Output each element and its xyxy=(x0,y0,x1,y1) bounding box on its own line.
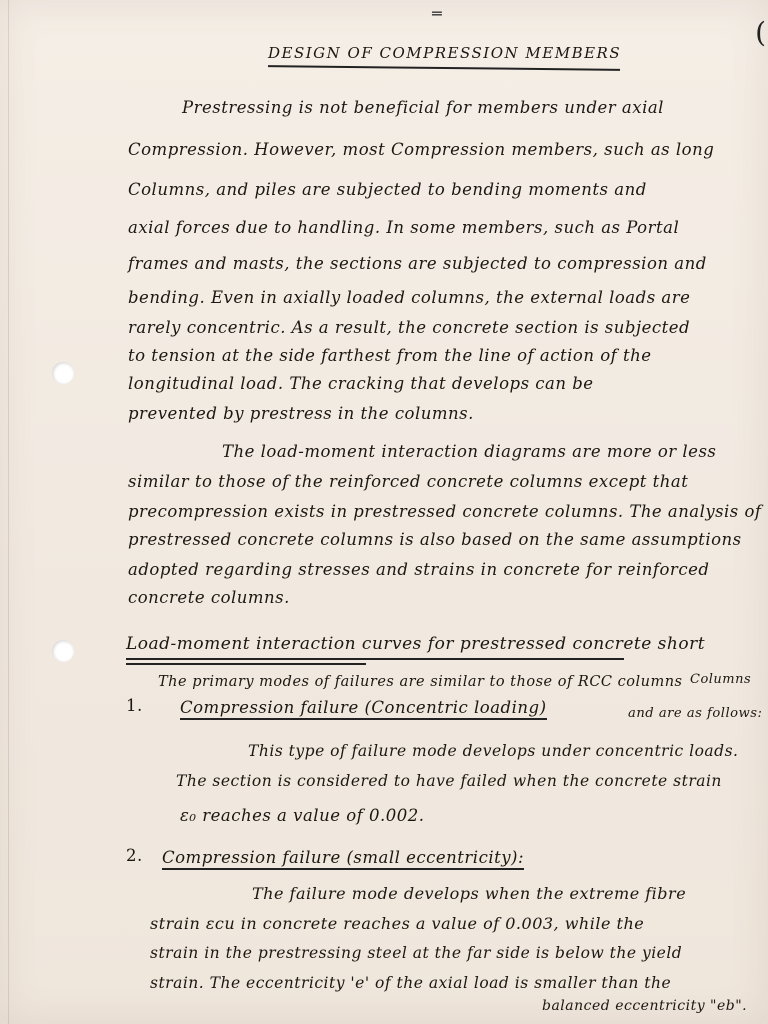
text-line: strain. The eccentricity 'e' of the axial load is smaller than the xyxy=(150,974,672,992)
text-line: and are as follows: xyxy=(628,706,763,721)
list-number: 1. xyxy=(126,696,143,715)
text-line: The section is considered to have failed when the concrete strain xyxy=(176,772,722,790)
text-line: The primary modes of failures are similar to those of RCC columns xyxy=(158,674,683,690)
text-line: similar to those of the reinforced concrete columns except that xyxy=(128,472,689,491)
text-line: Compression. However, most Compression members, such as long xyxy=(128,140,715,159)
title-underline xyxy=(268,65,620,71)
punch-hole-upper xyxy=(52,362,74,384)
text-line: prestressed concrete columns is also based on the same assumptions xyxy=(128,530,742,549)
list-number: 2. xyxy=(126,846,143,865)
text-line: longitudinal load. The cracking that develops can be xyxy=(128,374,594,393)
subsection-title: Compression failure (small eccentricity): xyxy=(162,848,524,870)
text-line: The load-moment interaction diagrams are more or less xyxy=(222,442,717,461)
text-line: adopted regarding stresses and strains in concrete for reinforced xyxy=(128,560,710,579)
text-line: Columns, and piles are subjected to bending moments and xyxy=(128,180,647,199)
text-line: axial forces due to handling. In some members, such as Portal xyxy=(128,218,680,237)
punch-hole-lower xyxy=(52,640,74,662)
page-title: DESIGN OF COMPRESSION MEMBERS xyxy=(268,44,622,62)
text-line: prevented by prestress in the columns. xyxy=(128,404,474,423)
section-heading-continuation: Columns xyxy=(690,672,752,687)
text-line: bending. Even in axially loaded columns, the external loads are xyxy=(128,288,691,307)
heading-underline xyxy=(126,658,624,660)
margin-line xyxy=(8,0,9,1024)
corner-bracket-mark: ( xyxy=(755,16,766,49)
text-line: strain in the prestressing steel at the far side is below the yield xyxy=(150,944,683,962)
text-line: concrete columns. xyxy=(128,588,290,607)
section-heading: Load-moment interaction curves for prestressed concrete short xyxy=(126,634,706,654)
top-scribble: ═ xyxy=(432,4,442,23)
text-line: ε₀ reaches a value of 0.002. xyxy=(180,806,425,825)
heading-double-underline xyxy=(126,663,366,665)
text-line: frames and masts, the sections are subjected to compression and xyxy=(128,254,707,273)
text-line: The failure mode develops when the extreme fibre xyxy=(252,884,687,903)
text-line: precompression exists in prestressed concrete columns. The analysis of xyxy=(128,502,762,521)
text-line: Prestressing is not beneficial for members under axial xyxy=(182,98,664,117)
text-line: rarely concentric. As a result, the concrete section is subjected xyxy=(128,318,691,337)
subsection-title: Compression failure (Concentric loading) xyxy=(180,698,547,720)
text-line: This type of failure mode develops under concentric loads. xyxy=(248,742,739,760)
text-line: balanced eccentricity "eb". xyxy=(542,998,748,1014)
text-line: to tension at the side farthest from the line of action of the xyxy=(128,346,652,365)
text-line: strain εcu in concrete reaches a value of 0.003, while the xyxy=(150,914,645,933)
